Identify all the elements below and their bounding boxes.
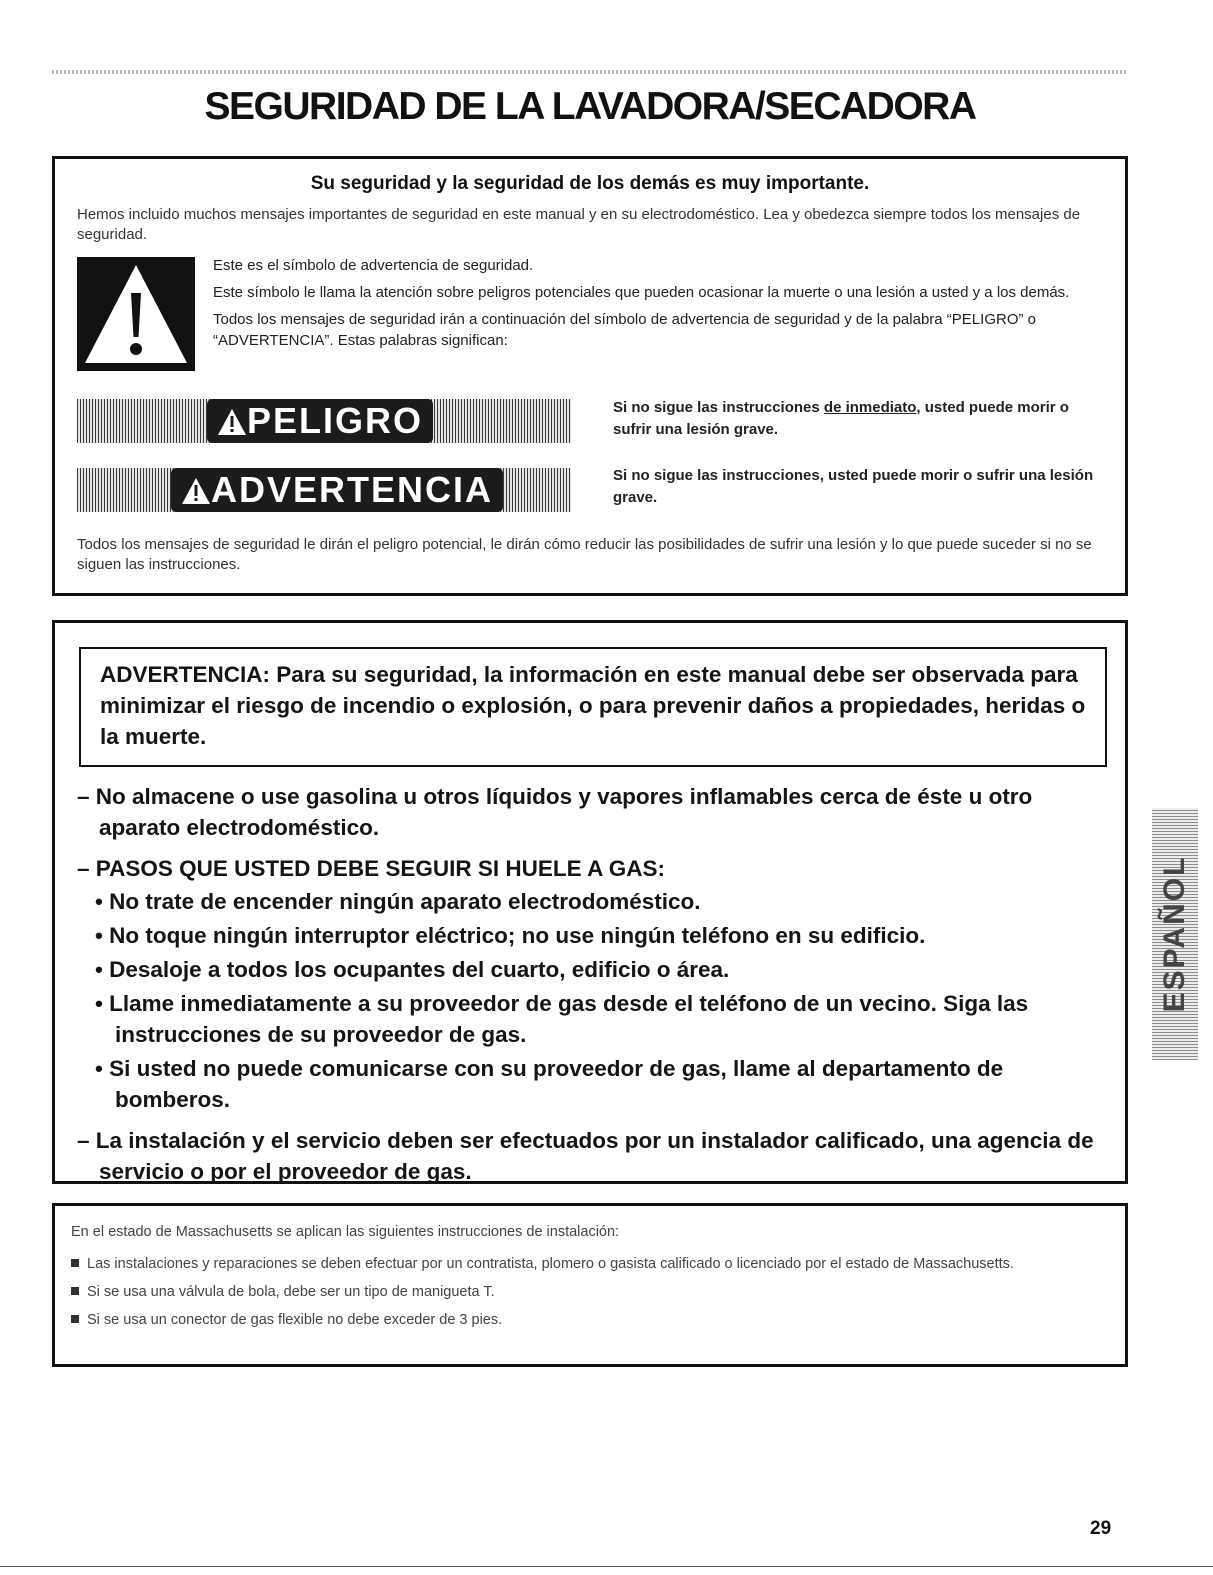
bottom-rule [0, 1566, 1213, 1567]
square-bullet-icon [71, 1287, 79, 1295]
list-item: • Desaloje a todos los ocupantes del cuarto, edificio o área. [95, 957, 730, 982]
symbol-line-3: Todos los mensajes de seguridad irán a continuación del símbolo de advertencia de seguridad y de la palabra “PELIGRO” o “ADVERTENCIA”. Estas palabras significan: [213, 311, 1036, 349]
gas-warning-box [52, 620, 1128, 1184]
gas-smell-heading: – PASOS QUE USTED DEBE SEGUIR SI HUELE A GAS: [77, 856, 666, 881]
square-bullet-icon [71, 1315, 79, 1323]
gas-instructions [77, 781, 1107, 1197]
warning-word: ADVERTENCIA [211, 469, 494, 510]
list-item [71, 1310, 1111, 1330]
warning-signal-word [171, 468, 503, 512]
page-number: 29 [1090, 1518, 1112, 1539]
square-bullet-icon [71, 1259, 79, 1267]
warning-description: Si no sigue las instrucciones, usted puede morir o sufrir una lesión grave. [613, 467, 1094, 506]
safety-intro-box [52, 156, 1128, 596]
symbol-line-2: Este símbolo le llama la atención sobre peligros potenciales que pueden ocasionar la muerte o una lesión a usted y a los demás. [213, 284, 1070, 301]
symbol-explanation [213, 255, 1113, 357]
side-tab-label: ESPAÑOL [1158, 855, 1191, 1013]
warning-triangle-icon [77, 257, 195, 371]
list-item-text: Las instalaciones y reparaciones se deben efectuar por un contratista, plomero o gasista calificado o licenciado por el estado de Massachusetts. [87, 1256, 1014, 1272]
top-dotted-rule [52, 70, 1128, 74]
page-title: SEGURIDAD DE LA LAVADORA/SECADORA [204, 85, 976, 128]
safety-intro-text: Hemos incluido muchos mensajes importantes de seguridad en este manual y en su electrodoméstico. Lea y obedezca siempre todos los mensajes de seguridad. [77, 206, 1081, 243]
massachusetts-list [71, 1254, 1111, 1338]
list-item-text: Si se usa una válvula de bola, debe ser un tipo de manigueta T. [87, 1284, 495, 1300]
danger-desc-part-1: Si no sigue las instrucciones [613, 399, 824, 416]
list-item: • Si usted no puede comunicarse con su proveedor de gas, llame al departamento de bomberos. [95, 1056, 1004, 1112]
list-item-text: Si se usa un conector de gas flexible no debe exceder de 3 pies. [87, 1312, 503, 1328]
massachusetts-intro: En el estado de Massachusetts se aplican las siguientes instrucciones de instalación: [71, 1224, 620, 1240]
safety-heading: Su seguridad y la seguridad de los demás es muy importante. [310, 173, 870, 194]
language-side-tab [1152, 808, 1198, 1060]
massachusetts-box [52, 1203, 1128, 1367]
warning-triangle-icon [181, 477, 211, 505]
symbol-line-1: Este es el símbolo de advertencia de seguridad. [213, 257, 534, 274]
list-item: • Llame inmediatamente a su proveedor de gas desde el teléfono de un vecino. Siga las instrucciones de su proveedor de gas. [95, 991, 1029, 1047]
safety-footer-text: Todos los mensajes de seguridad le dirán el peligro potencial, le dirán cómo reducir las posibilidades de sufrir una lesión y lo que puede suceder si no se siguen las instrucciones. [77, 536, 1092, 573]
warning-statement-box [79, 647, 1107, 767]
danger-desc-underlined: de inmediato [823, 399, 917, 416]
warning-triangle-icon [217, 408, 247, 436]
safety-alert-symbol [77, 257, 195, 371]
list-item [71, 1282, 1111, 1302]
list-item: • No toque ningún interruptor eléctrico; no use ningún teléfono en su edificio. [95, 923, 926, 948]
danger-description [613, 397, 1103, 441]
danger-word: PELIGRO [247, 400, 424, 441]
storage-warning: – No almacene o use gasolina u otros líquidos y vapores inflamables cerca de éste u otro aparato electrodoméstico. [77, 784, 1033, 840]
warning-signal-panel [77, 468, 571, 512]
list-item: • No trate de encender ningún aparato electrodoméstico. [95, 889, 701, 914]
danger-desc-part-2: , usted puede morir o sufrir una lesión grave. [613, 399, 1069, 438]
gas-steps-list [77, 886, 1107, 1115]
danger-signal-word [207, 399, 433, 443]
list-item [71, 1254, 1111, 1274]
installation-warning: – La instalación y el servicio deben ser efectuados por un instalador calificado, una agencia de servicio o por el proveedor de gas. [77, 1128, 1094, 1184]
danger-signal-panel [77, 399, 571, 443]
warning-statement: ADVERTENCIA: Para su seguridad, la información en este manual debe ser observada para minimizar el riesgo de incendio o explosión, o para prevenir daños a propiedades, heridas o la muerte. [100, 662, 1086, 749]
